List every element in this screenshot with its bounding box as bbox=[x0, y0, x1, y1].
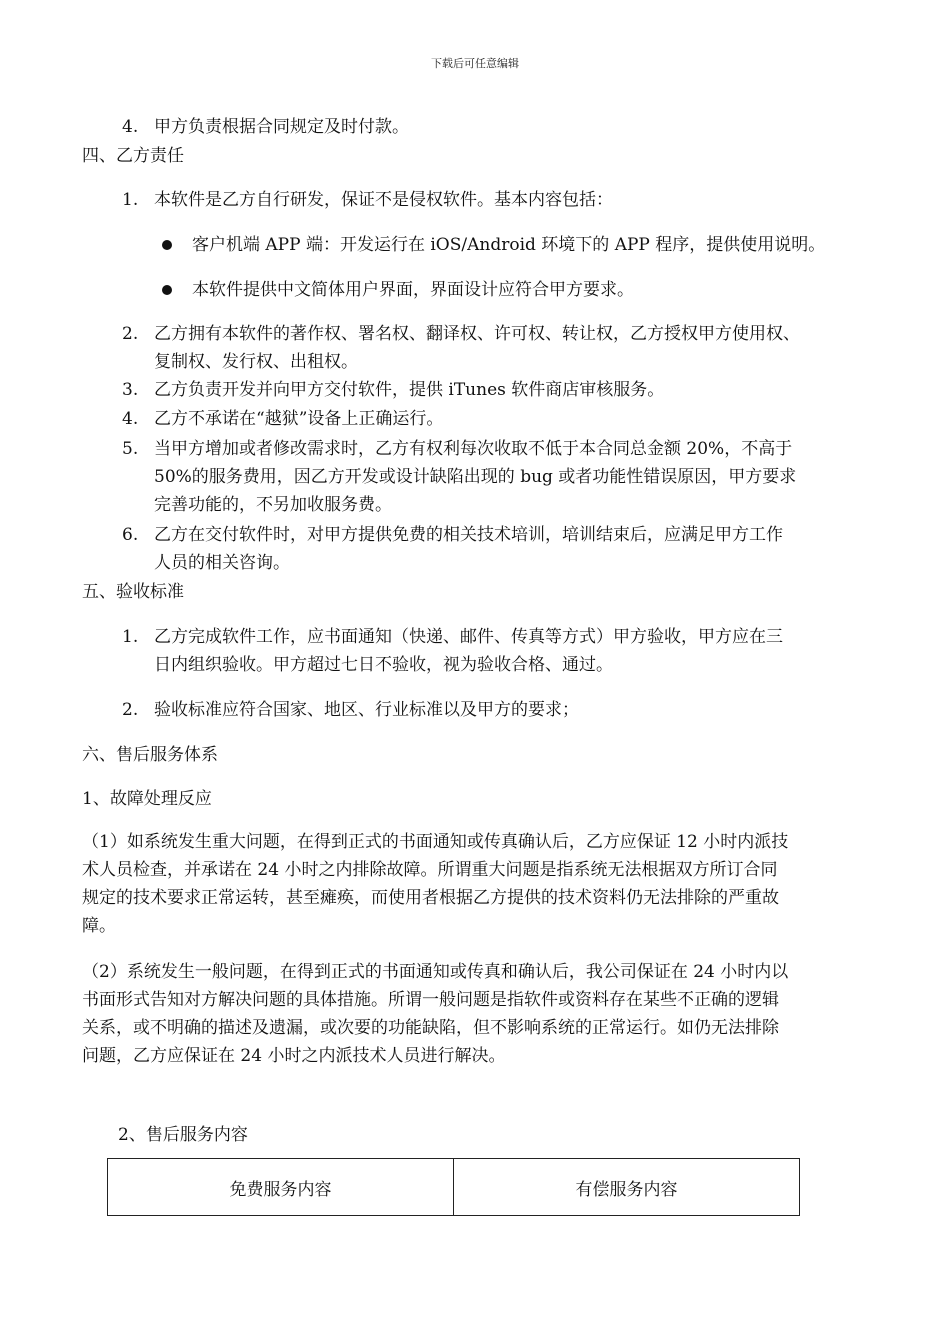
list-item-text: 人员的相关咨询。 bbox=[154, 553, 290, 573]
list-number: 1. bbox=[122, 627, 139, 647]
paragraph-line: 规定的技术要求正常运转，甚至瘫痪，而使用者根据乙方提供的技术资料仍无法排除的严重故 bbox=[82, 888, 779, 908]
list-item-text: 乙方拥有本软件的著作权、署名权、翻译权、许可权、转让权，乙方授权甲方使用权、 bbox=[154, 324, 800, 344]
service-table bbox=[107, 1158, 800, 1216]
section-heading-6: 六、售后服务体系 bbox=[82, 745, 218, 765]
page-header: 下载后可任意编辑 bbox=[431, 57, 519, 70]
section-heading-4: 四、乙方责任 bbox=[82, 146, 184, 166]
table-header-cell: 免费服务内容 bbox=[108, 1159, 454, 1216]
list-number: 6. bbox=[122, 525, 139, 545]
table-row bbox=[108, 1159, 800, 1216]
paragraph-line: 术人员检查，并承诺在 24 小时之内排除故障。所谓重大问题是指系统无法根据双方所订合同 bbox=[82, 860, 778, 880]
paragraph-line: 关系，或不明确的描述及遗漏，或次要的功能缺陷，但不影响系统的正常运行。如仍无法排除 bbox=[82, 1018, 779, 1038]
table-header-cell: 有偿服务内容 bbox=[454, 1159, 800, 1216]
list-number: 4. bbox=[122, 409, 139, 429]
list-item-text: 日内组织验收。甲方超过七日不验收，视为验收合格、通过。 bbox=[154, 655, 613, 675]
list-number: 3. bbox=[122, 380, 139, 400]
paragraph-line: （2）系统发生一般问题，在得到正式的书面通知或传真和确认后，我公司保证在 24 小时内以 bbox=[82, 962, 789, 982]
paragraph-line: （1）如系统发生重大问题，在得到正式的书面通知或传真确认后，乙方应保证 12 小时内派技 bbox=[82, 832, 789, 852]
list-number: 5. bbox=[122, 439, 139, 459]
subsection-heading: 1、故障处理反应 bbox=[82, 789, 212, 809]
list-number: 2. bbox=[122, 324, 139, 344]
bullet-icon bbox=[162, 240, 172, 250]
list-item-text: 乙方完成软件工作，应书面通知（快递、邮件、传真等方式）甲方验收，甲方应在三 bbox=[154, 627, 783, 647]
section-heading-5: 五、验收标准 bbox=[82, 582, 184, 602]
list-item-text: 乙方负责开发并向甲方交付软件，提供 iTunes 软件商店审核服务。 bbox=[154, 380, 665, 400]
bullet-item-text: 本软件提供中文简体用户界面，界面设计应符合甲方要求。 bbox=[192, 280, 634, 300]
paragraph-line: 障。 bbox=[82, 916, 116, 936]
bullet-icon bbox=[162, 285, 172, 295]
list-item-text: 复制权、发行权、出租权。 bbox=[154, 352, 358, 372]
subsection-heading: 2、售后服务内容 bbox=[118, 1125, 248, 1145]
list-item-text: 本软件是乙方自行研发，保证不是侵权软件。基本内容包括： bbox=[154, 190, 613, 210]
list-item-text: 验收标准应符合国家、地区、行业标准以及甲方的要求； bbox=[154, 700, 579, 720]
list-item-text: 乙方在交付软件时，对甲方提供免费的相关技术培训，培训结束后，应满足甲方工作 bbox=[154, 525, 783, 545]
list-item-text: 50%的服务费用，因乙方开发或设计缺陷出现的 bug 或者功能性错误原因，甲方要求 bbox=[154, 467, 797, 487]
list-item-text: 完善功能的，不另加收服务费。 bbox=[154, 495, 392, 515]
list-item-text: 乙方不承诺在“越狱”设备上正确运行。 bbox=[154, 409, 444, 429]
list-item-text: 甲方负责根据合同规定及时付款。 bbox=[154, 117, 409, 137]
list-number: 2. bbox=[122, 700, 139, 720]
paragraph-line: 问题，乙方应保证在 24 小时之内派技术人员进行解决。 bbox=[82, 1046, 506, 1066]
paragraph-line: 书面形式告知对方解决问题的具体措施。所谓一般问题是指软件或资料存在某些不正确的逻辑 bbox=[82, 990, 779, 1010]
bullet-item-text: 客户机端 APP 端：开发运行在 iOS/Android 环境下的 APP 程序，提供使用说明。 bbox=[192, 235, 826, 255]
list-item-text: 当甲方增加或者修改需求时，乙方有权利每次收取不低于本合同总金额 20%，不高于 bbox=[154, 439, 793, 459]
list-number: 1. bbox=[122, 190, 139, 210]
list-number: 4. bbox=[122, 117, 139, 137]
